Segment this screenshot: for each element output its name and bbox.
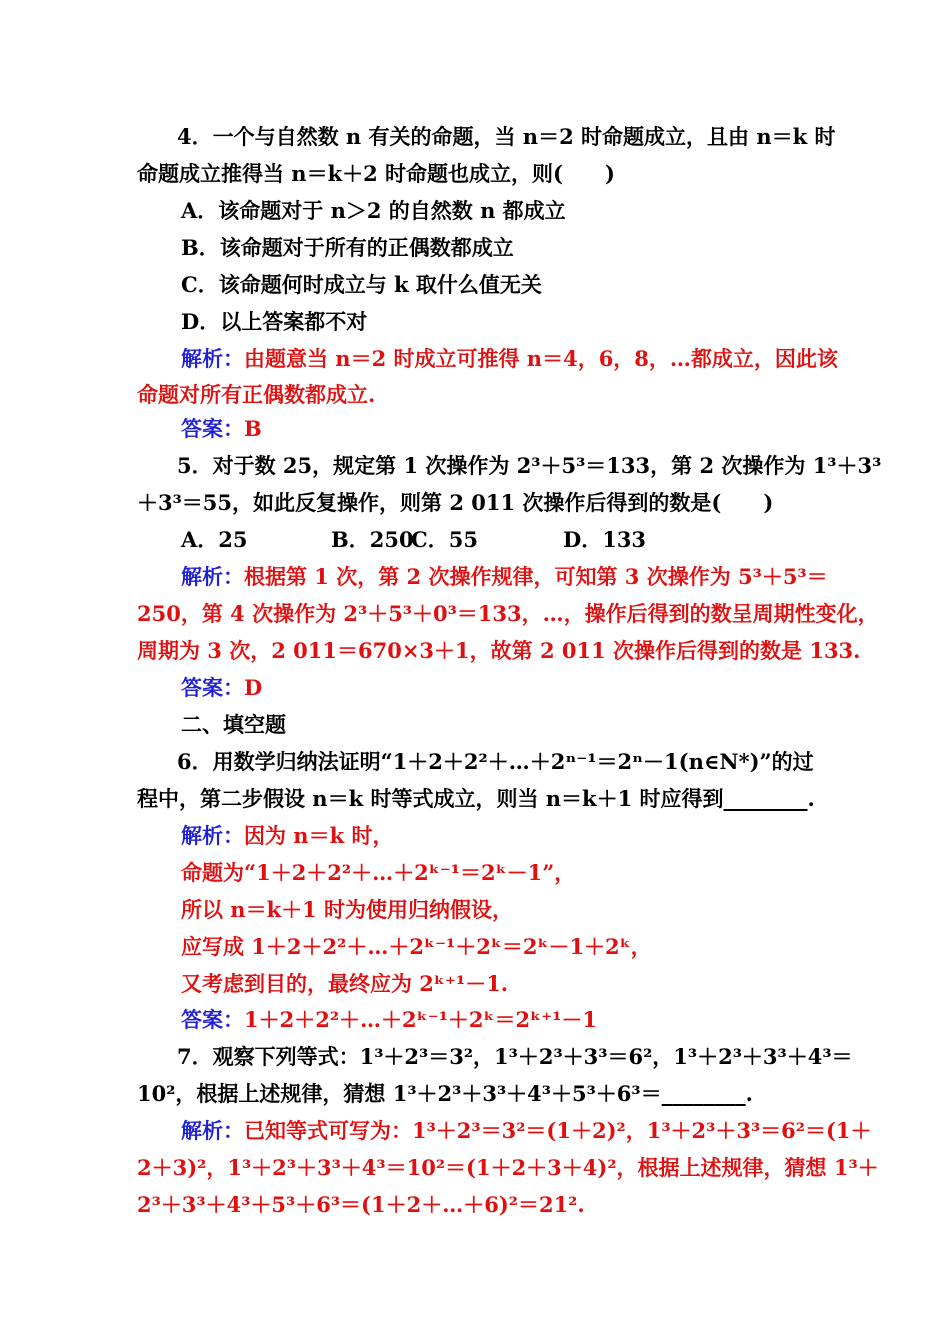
q5-analysis-line2: 250，第 4 次操作为 2³＋5³＋0³＝133，…，操作后得到的数呈周期性变化， (137, 601, 879, 626)
q4-option-b: B．该命题对于所有的正偶数都成立 (181, 235, 514, 260)
q6-stem-line1: 6．用数学归纳法证明“1＋2＋2²＋…＋2ⁿ⁻¹＝2ⁿ－1(n∈N*)”的过 (177, 749, 814, 774)
q4-analysis-label: 解析： (181, 346, 244, 371)
q4-option-a: A．该命题对于 n＞2 的自然数 n 都成立 (181, 198, 566, 223)
q5-option-c: C．55 (411, 527, 478, 552)
q6-analysis-line2: 命题为“1＋2＋2²＋…＋2ᵏ⁻¹＝2ᵏ－1”， (181, 860, 576, 885)
q5-stem-line2: ＋3³＝55，如此反复操作，则第 2 011 次操作后得到的数是( ) (137, 490, 774, 515)
q5-analysis-line1: 解析：根据第 1 次，第 2 次操作规律，可知第 3 次操作为 5³＋5³＝ (181, 564, 828, 589)
q7-stem-line2: 10²，根据上述规律，猜想 1³＋2³＋3³＋4³＋5³＋6³＝________. (137, 1081, 753, 1106)
q5-option-a: A．25 (181, 527, 248, 552)
q6-stem-line2: 程中，第二步假设 n＝k 时等式成立，则当 n＝k＋1 时应得到________. (137, 786, 815, 811)
q4-stem-line2: 命题成立推得当 n＝k＋2 时命题也成立，则( ) (137, 161, 615, 186)
q5-analysis-line3: 周期为 3 次，2 011＝670×3＋1，故第 2 011 次操作后得到的数是 133. (137, 638, 861, 663)
q7-analysis-line1: 解析：已知等式可写为：1³＋2³＝3²＝(1＋2)²，1³＋2³＋3³＝6²＝(1＋ (181, 1118, 872, 1143)
q5-answer: 答案：D (181, 675, 263, 700)
q4-option-c: C．该命题何时成立与 k 取什么值无关 (181, 272, 542, 297)
section-heading: 二、填空题 (181, 712, 286, 737)
q7-analysis-line2: 2＋3)²，1³＋2³＋3³＋4³＝10²＝(1＋2＋3＋4)²，根据上述规律，猜想 1³＋ (137, 1155, 879, 1180)
q6-analysis-line3: 所以 n＝k＋1 时为使用归纳假设， (181, 897, 514, 922)
q5-option-d: D．133 (563, 527, 647, 552)
q5-options (181, 527, 646, 553)
q4-option-d: D．以上答案都不对 (181, 309, 368, 334)
q4-answer: 答案：B (181, 416, 262, 441)
q6-answer: 答案：1＋2＋2²＋…＋2ᵏ⁻¹＋2ᵏ＝2ᵏ⁺¹－1 (181, 1007, 598, 1032)
q6-analysis-line1: 解析：因为 n＝k 时， (181, 823, 394, 848)
q4-stem-line1: 4．一个与自然数 n 有关的命题，当 n＝2 时命题成立，且由 n＝k 时 (177, 124, 836, 149)
q5-stem-line1: 5．对于数 25，规定第 1 次操作为 2³＋5³＝133，第 2 次操作为 1³＋3³ (177, 453, 882, 478)
q4-analysis-line1: 解析：由题意当 n＝2 时成立可推得 n＝4，6，8，…都成立，因此该 (181, 346, 838, 371)
q6-analysis-line4: 应写成 1＋2＋2²＋…＋2ᵏ⁻¹＋2ᵏ＝2ᵏ－1＋2ᵏ， (181, 934, 652, 959)
q6-analysis-line5: 又考虑到目的，最终应为 2ᵏ⁺¹－1. (181, 971, 509, 996)
q4-analysis-line2: 命题对所有正偶数都成立. (137, 382, 376, 407)
q7-stem-line1: 7．观察下列等式：1³＋2³＝3²，1³＋2³＋3³＝6²，1³＋2³＋3³＋4³＝ (177, 1044, 853, 1069)
q5-option-b: B．250 (331, 527, 414, 552)
q7-analysis-line3: 2³＋3³＋4³＋5³＋6³＝(1＋2＋…＋6)²＝21². (137, 1192, 585, 1217)
